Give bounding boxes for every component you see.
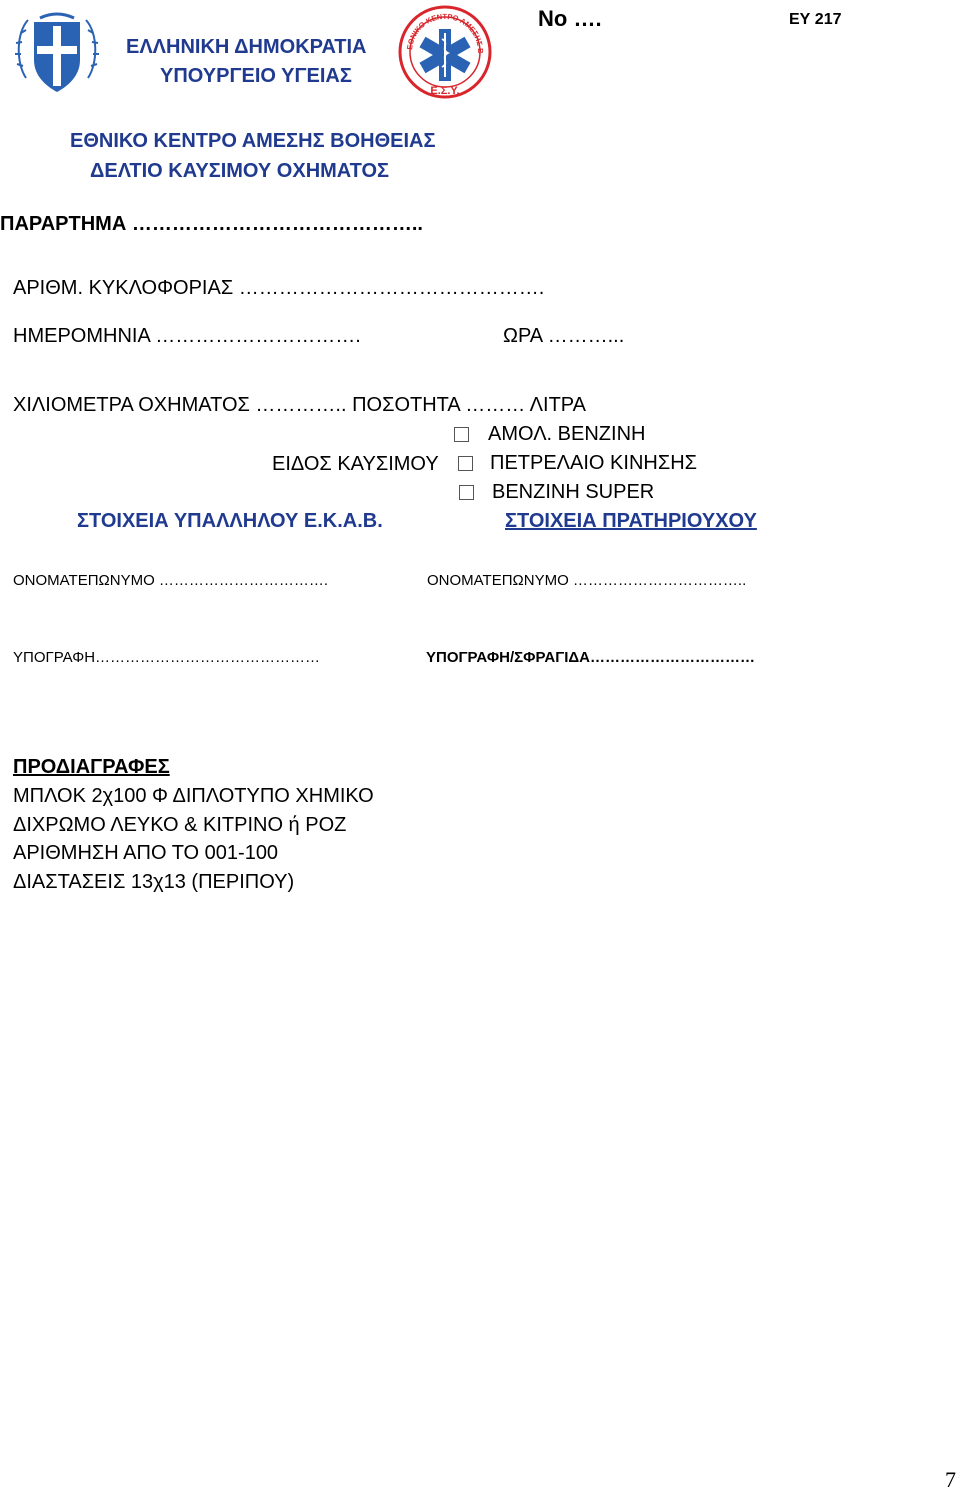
plate-field[interactable]: ΑΡΙΘΜ. ΚΥΚΛΟΦΟΡΙΑΣ ………………………………………. [13, 277, 545, 299]
employee-name-field[interactable]: ΟΝΟΜΑΤΕΠΩΝΥΜΟ ……………………………. [13, 572, 329, 589]
page-number: 7 [945, 1467, 956, 1492]
fuel-option-label-diesel: ΠΕΤΡΕΛΑΙΟ ΚΙΝΗΣΗΣ [490, 452, 698, 474]
station-name-field[interactable]: ΟΝΟΜΑΤΕΠΩΝΥΜΟ …………………………….. [427, 572, 747, 589]
specs-line: ΜΠΛΟΚ 2χ100 Φ ΔΙΠΛΟΤΥΠΟ ΧΗΜΙΚΟ [13, 785, 374, 807]
specs-line: ΔΙΧΡΩΜΟ ΛΕΥΚΟ & ΚΙΤΡΙΝΟ ή ΡΟΖ [13, 814, 347, 836]
specs-line: ΔΙΑΣΤΑΣΕΙΣ 13χ13 (ΠΕΡΙΠΟΥ) [13, 871, 295, 893]
svg-text:ΕΘΝΙΚΟ ΚΕΝΤΡΟ ΑΜΕΣΗΣ ΒΟΗΘΕΙΑΣ: ΕΘΝΙΚΟ ΚΕΝΤΡΟ ΑΜΕΣΗΣ Β [405, 11, 486, 54]
date-field[interactable]: ΗΜΕΡΟΜΗΝΙΑ …………………………. [13, 325, 361, 347]
ekav-star-of-life-logo [398, 5, 492, 99]
title-line-1: ΕΘΝΙΚΟ ΚΕΝΤΡΟ ΑΜΕΣΗΣ ΒΟΗΘΕΙΑΣ [70, 130, 436, 152]
station-section-heading: ΣΤΟΙΧΕΙΑ ΠΡΑΤΗΡΙΟΥΧΟΥ [505, 510, 757, 532]
fuel-option-checkbox-super[interactable] [459, 485, 474, 500]
fuel-option-checkbox-diesel[interactable] [458, 456, 473, 471]
form-code: ΕΥ 217 [789, 11, 842, 28]
specs-heading: ΠΡΟΔΙΑΓΡΑΦΕΣ [13, 756, 170, 778]
greek-coat-of-arms-logo [14, 8, 100, 98]
ministry-line: ΥΠΟΥΡΓΕΙΟ ΥΓΕΙΑΣ [160, 65, 352, 87]
km-quantity-field[interactable]: ΧΙΛΙΟΜΕΤΡΑ ΟΧΗΜΑΤΟΣ ………….. ΠΟΣΟΤΗΤΑ ……… ΛΙΤΡΑ [13, 394, 586, 416]
fuel-option-checkbox-unleaded[interactable] [454, 427, 469, 442]
time-field[interactable]: ΩΡΑ ………... [503, 325, 625, 347]
svg-text:Ε.Σ.Υ.: Ε.Σ.Υ. [430, 85, 460, 97]
number-label: Νο …. [538, 6, 602, 31]
branch-field[interactable]: ΠΑΡΑΡΤΗΜΑ …………………………………….. [0, 213, 423, 235]
fuel-option-label-super: ΒΕΝΖΙΝΗ SUPER [492, 481, 655, 503]
station-signature-field[interactable]: ΥΠΟΓΡΑΦΗ/ΣΦΡΑΓΙΔΑ…………………………… [426, 649, 755, 666]
country-line-1: ΕΛΛΗΝΙΚΗ ΔΗΜΟΚΡΑΤΙΑ [126, 36, 367, 58]
fuel-option-label-unleaded: ΑΜΟΛ. ΒΕΝΖΙΝΗ [488, 423, 646, 445]
fuel-type-label: ΕΙΔΟΣ ΚΑΥΣΙΜΟΥ [272, 453, 439, 475]
title-line-2: ΔΕΛΤΙΟ ΚΑΥΣΙΜΟΥ ΟΧΗΜΑΤΟΣ [90, 160, 390, 182]
specs-line: ΑΡΙΘΜΗΣΗ ΑΠΟ ΤΟ 001-100 [13, 842, 279, 864]
employee-signature-field[interactable]: ΥΠΟΓΡΑΦΗ……………………………………… [13, 649, 321, 666]
employee-section-heading: ΣΤΟΙΧΕΙΑ ΥΠΑΛΛΗΛΟΥ Ε.Κ.Α.Β. [77, 510, 383, 532]
